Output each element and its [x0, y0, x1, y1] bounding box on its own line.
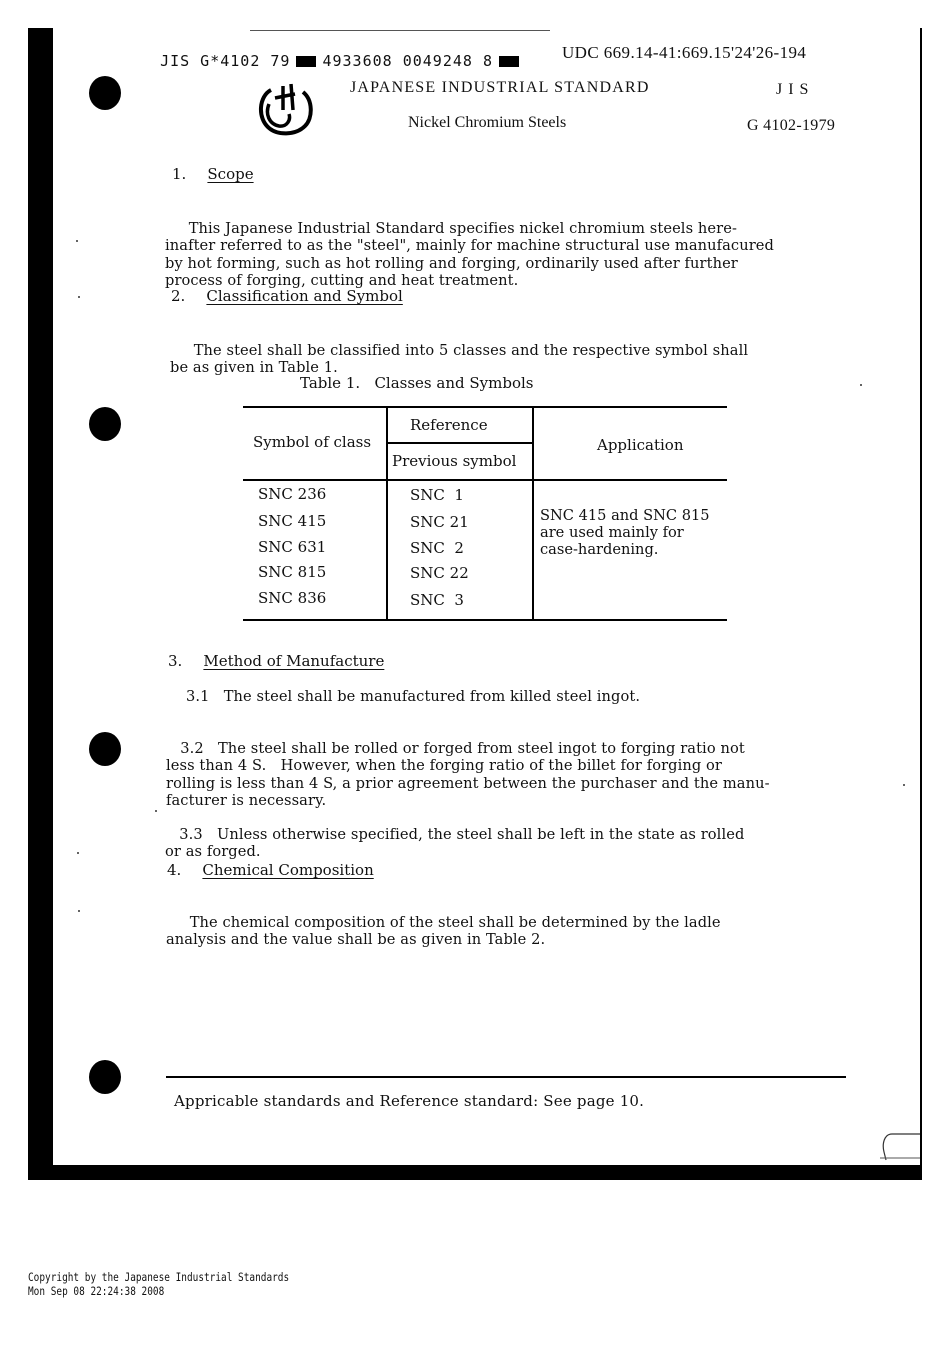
footnote-text: Appricable standards and Reference standard: See page 10. — [174, 1092, 645, 1110]
text-line: 3.2 The steel shall be rolled or forged from steel ingot to forging ratio not — [166, 739, 745, 757]
table-rule — [243, 619, 727, 621]
scan-speck — [76, 240, 78, 242]
previous-cell: SNC 2 — [410, 539, 464, 557]
text-line: less than 4 S. However, when the forging ratio of the billet for forging or — [166, 757, 723, 774]
text-line: case-hardening. — [540, 541, 659, 558]
section-title: Classification and Symbol — [206, 287, 403, 305]
text-line: be as given in Table 1. — [170, 359, 338, 376]
table-caption: Table 1. Classes and Symbols — [300, 374, 534, 392]
code-left: JIS G*4102 79 — [160, 52, 291, 70]
jis-logo-icon — [255, 80, 317, 138]
section-title: Method of Manufacture — [203, 652, 385, 670]
text-line: rolling is less than 4 S, a prior agreement between the purchaser and the manu- — [166, 774, 770, 792]
binder-hole — [89, 732, 121, 766]
text-line: process of forging, cutting and heat treatment. — [165, 272, 519, 289]
copyright-line: Copyright by the Japanese Industrial Standards — [28, 1270, 290, 1284]
section-title: Chemical Composition — [202, 861, 374, 879]
header-previous-symbol: Previous symbol — [392, 452, 517, 470]
binder-hole — [89, 76, 121, 110]
binder-hole — [89, 1060, 121, 1094]
section-number: 3. — [168, 652, 183, 670]
section-number: 2. — [171, 287, 186, 305]
scan-speck — [860, 384, 862, 386]
code-mid: 4933608 0049248 8 — [322, 52, 493, 70]
section-scope-heading — [172, 164, 254, 183]
text-line: inafter referred to as the "steel", mainly for machine structural use manufacured — [165, 237, 774, 254]
scan-speck — [78, 910, 80, 912]
text-line: analysis and the value shall be as given in Table 2. — [166, 931, 546, 948]
org-name: JAPANESE INDUSTRIAL STANDARD — [350, 79, 650, 96]
header-application: Application — [597, 436, 684, 454]
header-reference: Reference — [410, 416, 488, 434]
symbol-cell: SNC 815 — [258, 563, 327, 581]
jis-label: J I S — [776, 81, 810, 98]
text-line: facturer is necessary. — [166, 792, 327, 809]
symbol-cell: SNC 415 — [258, 512, 327, 530]
table-col-rule — [386, 408, 388, 619]
application-cell — [540, 507, 710, 558]
code-bar — [499, 56, 519, 67]
copyright-block — [28, 1270, 289, 1298]
section-number: 4. — [167, 861, 182, 879]
scan-corner-mark — [876, 1130, 922, 1164]
footnote-rule — [166, 1076, 846, 1078]
symbol-cell: SNC 631 — [258, 538, 327, 556]
scan-right-edge — [920, 28, 922, 1180]
previous-cell: SNC 21 — [410, 513, 469, 531]
text-line: by hot forming, such as hot rolling and forging, ordinarily used after further — [165, 254, 738, 272]
section-manufacture-heading — [168, 651, 384, 670]
scan-top-line — [250, 30, 550, 31]
header-code-line — [140, 34, 525, 70]
chemical-paragraph — [166, 896, 721, 966]
scan-speck — [903, 784, 905, 786]
binder-hole — [89, 407, 121, 441]
symbol-cell: SNC 236 — [258, 485, 327, 503]
text-line: This Japanese Industrial Standard specifies nickel chromium steels here- — [165, 219, 737, 237]
scan-speck — [78, 296, 80, 298]
text-line: The chemical composition of the steel shall be determined by the ladle — [166, 913, 721, 931]
scan-speck — [77, 852, 79, 854]
paragraph-3-1: 3.1 The steel shall be manufactured from killed steel ingot. — [186, 688, 641, 705]
previous-cell: SNC 1 — [410, 486, 464, 504]
symbol-cell: SNC 836 — [258, 589, 327, 607]
text-line: The steel shall be classified into 5 classes and the respective symbol shall — [170, 341, 749, 359]
table-rule — [243, 479, 727, 481]
section-chemical-heading — [167, 860, 374, 879]
text-line: 3.3 Unless otherwise specified, the steel shall be left in the state as rolled — [165, 825, 745, 843]
table-col-rule — [532, 408, 534, 619]
copyright-date: Mon Sep 08 22:24:38 2008 — [28, 1284, 165, 1298]
scan-left-border — [28, 28, 53, 1180]
text-line: SNC 415 and SNC 815 — [540, 507, 710, 524]
section-classification-heading — [171, 286, 403, 305]
text-line: or as forged. — [165, 843, 261, 860]
code-bar — [296, 56, 316, 67]
udc-number: UDC 669.14-41:669.15'24'26-194 — [562, 43, 807, 62]
previous-cell: SNC 3 — [410, 591, 464, 609]
scan-bottom-border — [28, 1165, 922, 1180]
standard-number: G 4102-1979 — [747, 117, 836, 134]
classes-table — [243, 406, 727, 622]
previous-cell: SNC 22 — [410, 564, 469, 582]
table-rule — [386, 442, 532, 444]
text-line: are used mainly for — [540, 524, 684, 541]
section-number: 1. — [172, 165, 187, 183]
standard-title: Nickel Chromium Steels — [408, 114, 567, 131]
table-rule — [243, 406, 727, 408]
section-title: Scope — [207, 165, 254, 183]
header-symbol-of-class: Symbol of class — [253, 433, 372, 451]
scan-speck — [155, 810, 157, 812]
